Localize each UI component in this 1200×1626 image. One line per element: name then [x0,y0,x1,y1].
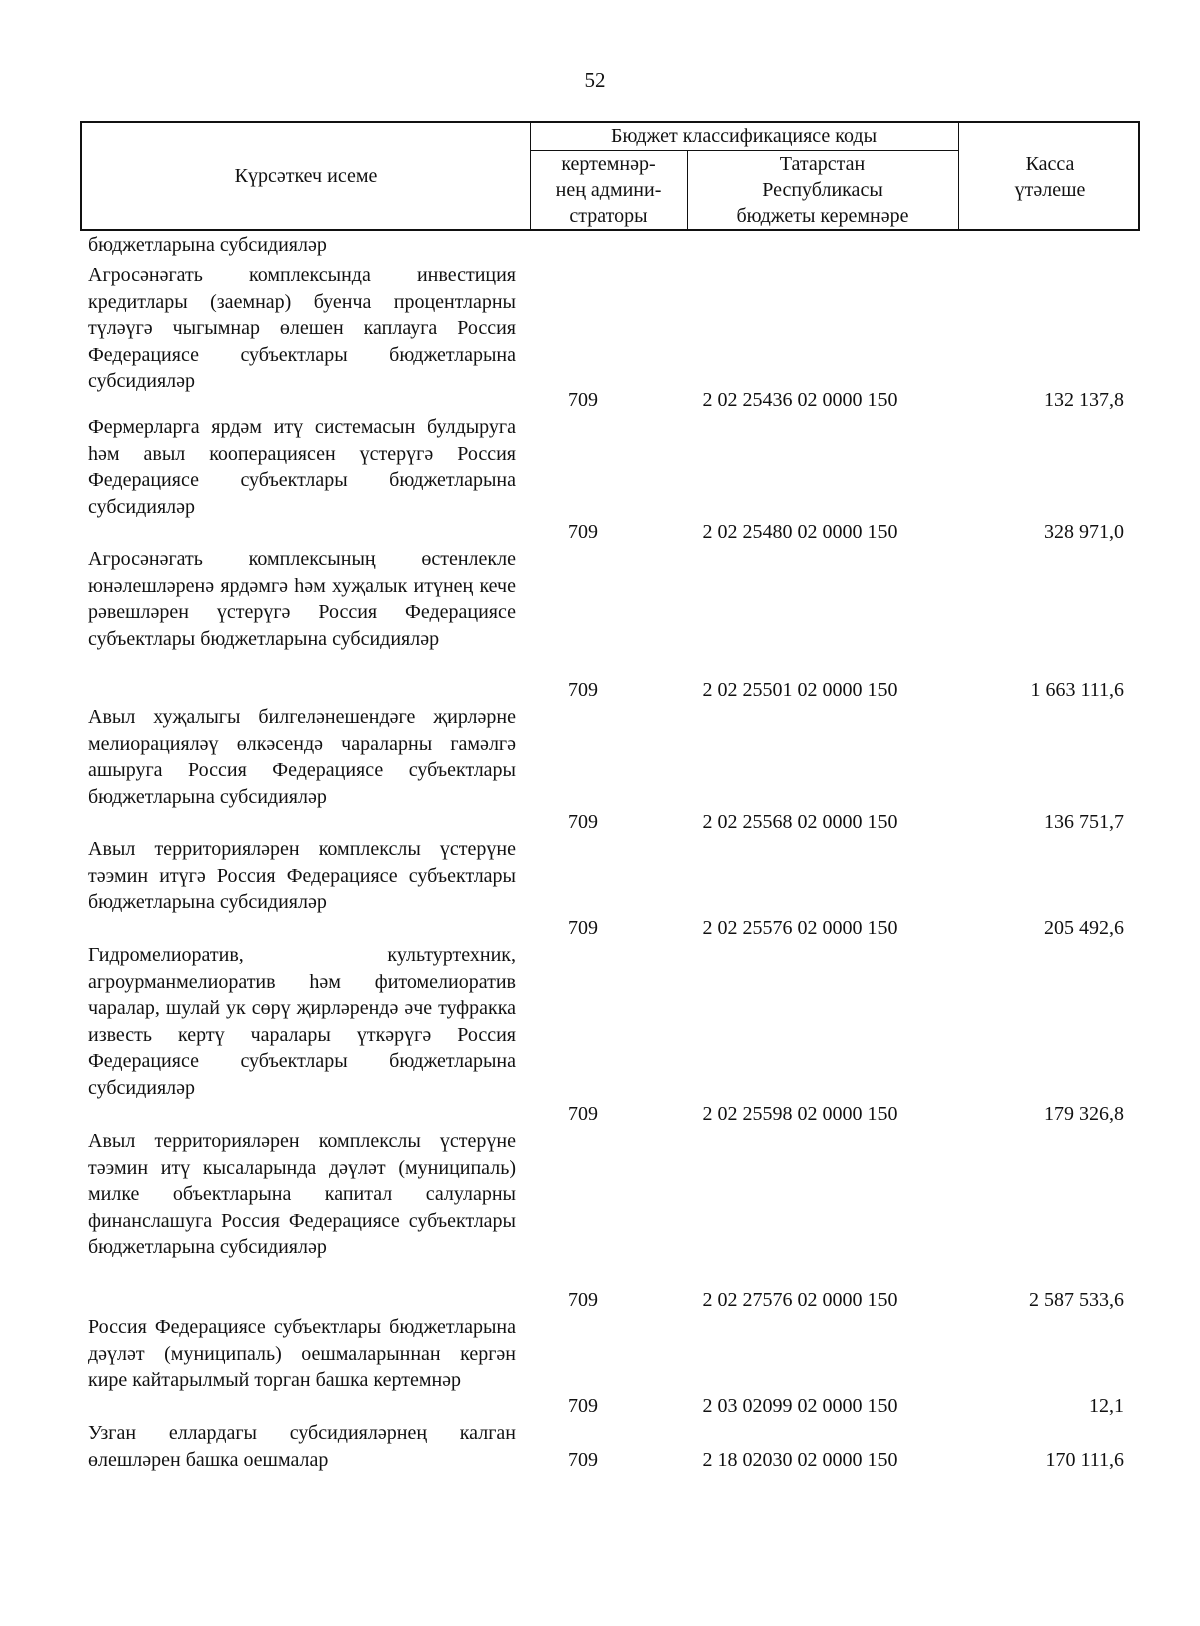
carry-over-text: бюджетларына субсидияләр [88,234,327,256]
table-row [0,546,1200,704]
header-admin-line: кертемнәр- [561,153,656,175]
row-admin: 709 [568,389,598,412]
row-code: 2 02 27576 02 0000 150 [702,1289,898,1312]
header-admin-column [530,151,687,229]
row-name: Авыл территорияләрен комплекслы үстерүне тәэмин итүгә Россия Федерациясе субъектлары бюджетларына субсидияләр [88,838,516,914]
table-row [0,704,1200,836]
table-row [0,1420,1200,1474]
header-code-line: Татарстан [779,153,866,175]
header-code-line: бюджеты керемнәре [736,205,909,227]
row-name: Россия Федерациясе субъектлары бюджетларына дәүләт (муниципаль) оешмаларыннан кергән кире кайтарылмый торган башка кертемнәр [88,1316,516,1392]
row-amount: 205 492,6 [1044,917,1124,940]
row-admin: 709 [568,917,598,940]
header-admin-line: страторы [569,205,648,227]
table-row [0,414,1200,546]
row-code: 2 02 25501 02 0000 150 [702,679,898,702]
row-amount: 1 663 111,6 [1030,679,1124,702]
row-amount: 170 111,6 [1045,1449,1124,1472]
row-admin: 709 [568,521,598,544]
header-cash-column [958,151,1142,203]
row-code: 2 02 25576 02 0000 150 [702,917,898,940]
header-admin-line: нең админи- [555,179,662,201]
header-cash-line: үтәлеше [1014,179,1086,201]
header-budget-code-group: Бюджет классификациясе коды [610,125,878,147]
row-amount: 12,1 [1089,1395,1124,1418]
row-code: 2 02 25598 02 0000 150 [702,1103,898,1126]
row-admin: 709 [568,1395,598,1418]
page-number: 52 [584,68,606,92]
row-amount: 136 751,7 [1044,811,1124,834]
row-amount: 179 326,8 [1044,1103,1124,1126]
row-amount: 132 137,8 [1044,389,1124,412]
table-header [80,121,1140,231]
header-code-line: Республикасы [762,179,883,201]
row-name: Гидромелиоратив, культуртехник, агроурманмелиоратив һәм фитомелиоратив чаралар, шулай ук сөрү җирләрендә әче туфракка известь кертү чаралары үткәрүгә Россия Федерациясе субъектлары бюджетларына субсидияләр [88,944,516,1099]
row-admin: 709 [568,1289,598,1312]
table-row [0,836,1200,942]
row-name: Фермерларга ярдәм итү системасын булдыруга һәм авыл кооперациясен үстерүгә Россия Федерациясе субъектлары бюджетларына субсидияләр [88,416,516,518]
row-code: 2 02 25480 02 0000 150 [702,521,898,544]
table-row [0,1128,1200,1314]
row-admin: 709 [568,811,598,834]
row-admin: 709 [568,1103,598,1126]
row-amount: 2 587 533,6 [1029,1289,1124,1312]
row-name: Агросәнәгать комплексында инвестиция кредитлары (заемнар) буенча процентларны түләүгә чыгымнар өлешен каплауга Россия Федерациясе субъектлары бюджетларына субсидияләр [88,264,516,393]
header-code-column [687,151,958,229]
table-row [0,1314,1200,1420]
table-row [0,942,1200,1128]
header-name-column: Күрсәткеч исеме [234,165,378,187]
row-code: 2 18 02030 02 0000 150 [702,1449,898,1472]
row-code: 2 02 25436 02 0000 150 [702,389,898,412]
row-admin: 709 [568,1449,598,1472]
row-name: Агросәнәгать комплексының өстенлекле юнәлешләренә ярдәмгә һәм хуҗалык итүнең кече рәвешләрен үстерүгә Россия Федерациясе субъектлары бюджетларына субсидияләр [88,548,516,650]
row-admin: 709 [568,679,598,702]
table-row [0,262,1200,414]
header-cash-line: Касса [1025,153,1075,175]
row-code: 2 03 02099 02 0000 150 [702,1395,898,1418]
row-name: Узган еллардагы субсидияләрнең калган өлешләрен башка оешмалар [88,1422,516,1471]
row-code: 2 02 25568 02 0000 150 [702,811,898,834]
row-name: Авыл хуҗалыгы билгеләнешендәге җирләрне мелиорацияләү өлкәсендә чараларны гамәлгә ашыруга Россия Федерациясе субъектлары бюджетларына субсидияләр [88,706,516,808]
row-amount: 328 971,0 [1044,521,1124,544]
row-name: Авыл территорияләрен комплекслы үстерүне тәэмин итү кысаларында дәүләт (муниципаль) милке объектларына капитал салуларны финанслашуга Россия Федерациясе субъектлары бюджетларына субсидияләр [88,1130,516,1259]
